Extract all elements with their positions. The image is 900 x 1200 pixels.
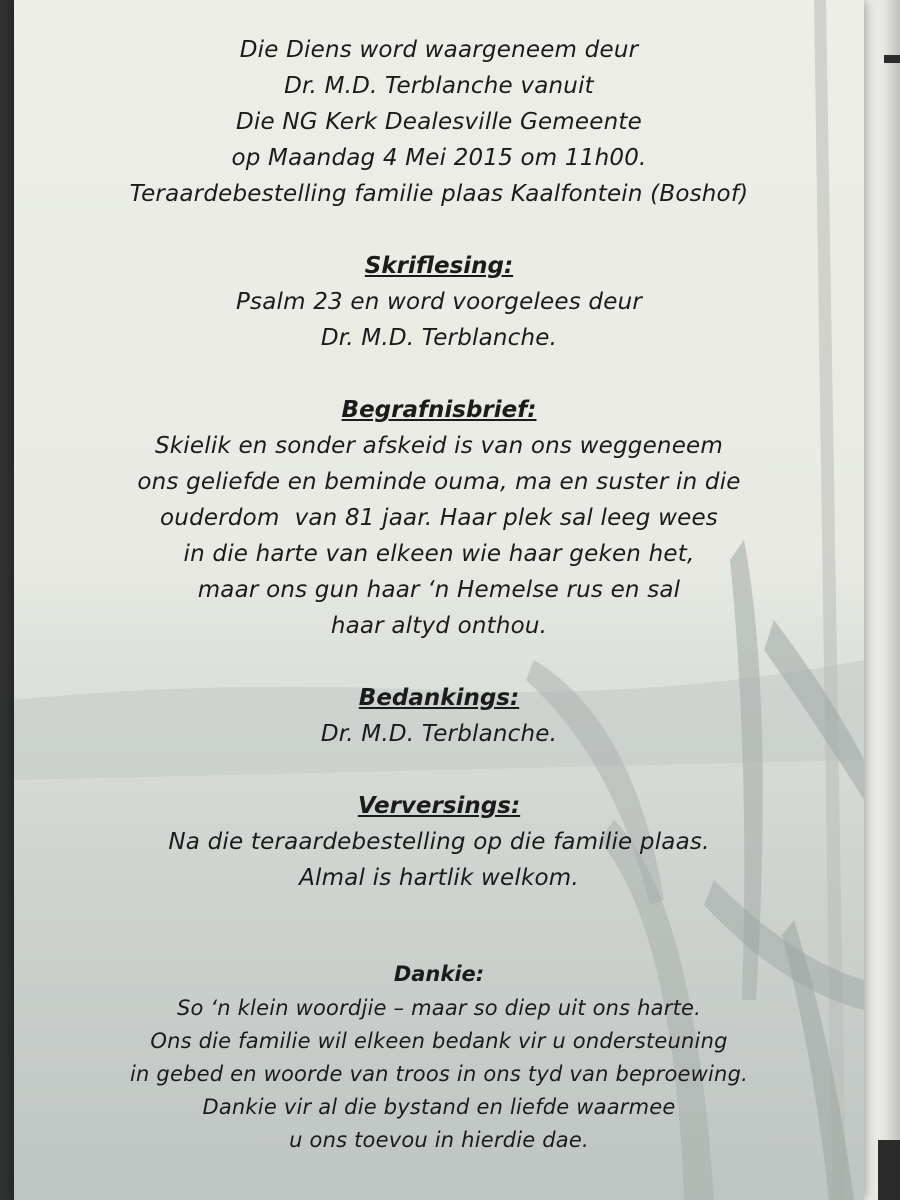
gratitude-line-4: Dankie vir al die bystand en liefde waarmee: [202, 1095, 676, 1119]
thanks-officiant-heading: Bedankings:: [358, 685, 520, 711]
service-line-4: op Maandag 4 Mei 2015 om 11h00.: [231, 145, 647, 171]
gratitude-line-5: u ons toevou in hierdie dae.: [289, 1128, 589, 1152]
refreshments-section: [14, 788, 864, 896]
edge-mark: [884, 55, 900, 63]
funeral-letter-line-4: in die harte van elkeen wie haar geken het,: [183, 541, 695, 567]
gratitude-heading: Dankie:: [393, 962, 485, 986]
funeral-letter-section: [14, 392, 864, 644]
gratitude-line-1: So ‘n klein woordjie – maar so diep uit ons harte.: [176, 996, 702, 1020]
refreshments-line-2: Almal is hartlik welkom.: [299, 865, 579, 891]
gratitude-section: [14, 956, 864, 1157]
funeral-program-page: [14, 0, 864, 1200]
gratitude-line-2: Ons die familie wil elkeen bedank vir u ondersteuning: [150, 1029, 728, 1053]
edge-mark-bottom: [878, 1140, 900, 1200]
funeral-letter-line-6: haar altyd onthou.: [330, 613, 548, 639]
service-details: [14, 32, 864, 212]
scripture-section: [14, 248, 864, 356]
funeral-letter-heading: Begrafnisbrief:: [341, 397, 537, 423]
scripture-line-1: Psalm 23 en word voorgelees deur: [235, 289, 643, 315]
funeral-letter-line-5: maar ons gun haar ‘n Hemelse rus en sal: [197, 577, 681, 603]
funeral-letter-line-1: Skielik en sonder afskeid is van ons weggeneem: [154, 433, 724, 459]
refreshments-heading: Verversings:: [357, 793, 521, 819]
funeral-letter-line-2: ons geliefde en beminde ouma, ma en suster in die: [137, 469, 741, 495]
service-line-2: Dr. M.D. Terblanche vanuit: [284, 73, 594, 99]
refreshments-line-1: Na die teraardebestelling op die familie plaas.: [168, 829, 710, 855]
scripture-line-2: Dr. M.D. Terblanche.: [320, 325, 558, 351]
service-line-1: Die Diens word waargeneem deur: [239, 37, 639, 63]
thanks-officiant-section: [14, 680, 864, 752]
service-line-3: Die NG Kerk Dealesville Gemeente: [236, 109, 642, 135]
program-text: [14, 32, 864, 1157]
service-line-5: Teraardebestelling familie plaas Kaalfontein (Boshof): [129, 181, 749, 207]
funeral-letter-line-3: ouderdom van 81 jaar. Haar plek sal leeg wees: [160, 505, 718, 531]
scripture-heading: Skriflesing:: [364, 253, 514, 279]
gratitude-line-3: in gebed en woorde van troos in ons tyd van beproewing.: [130, 1062, 748, 1086]
thanks-officiant-line-1: Dr. M.D. Terblanche.: [320, 721, 558, 747]
